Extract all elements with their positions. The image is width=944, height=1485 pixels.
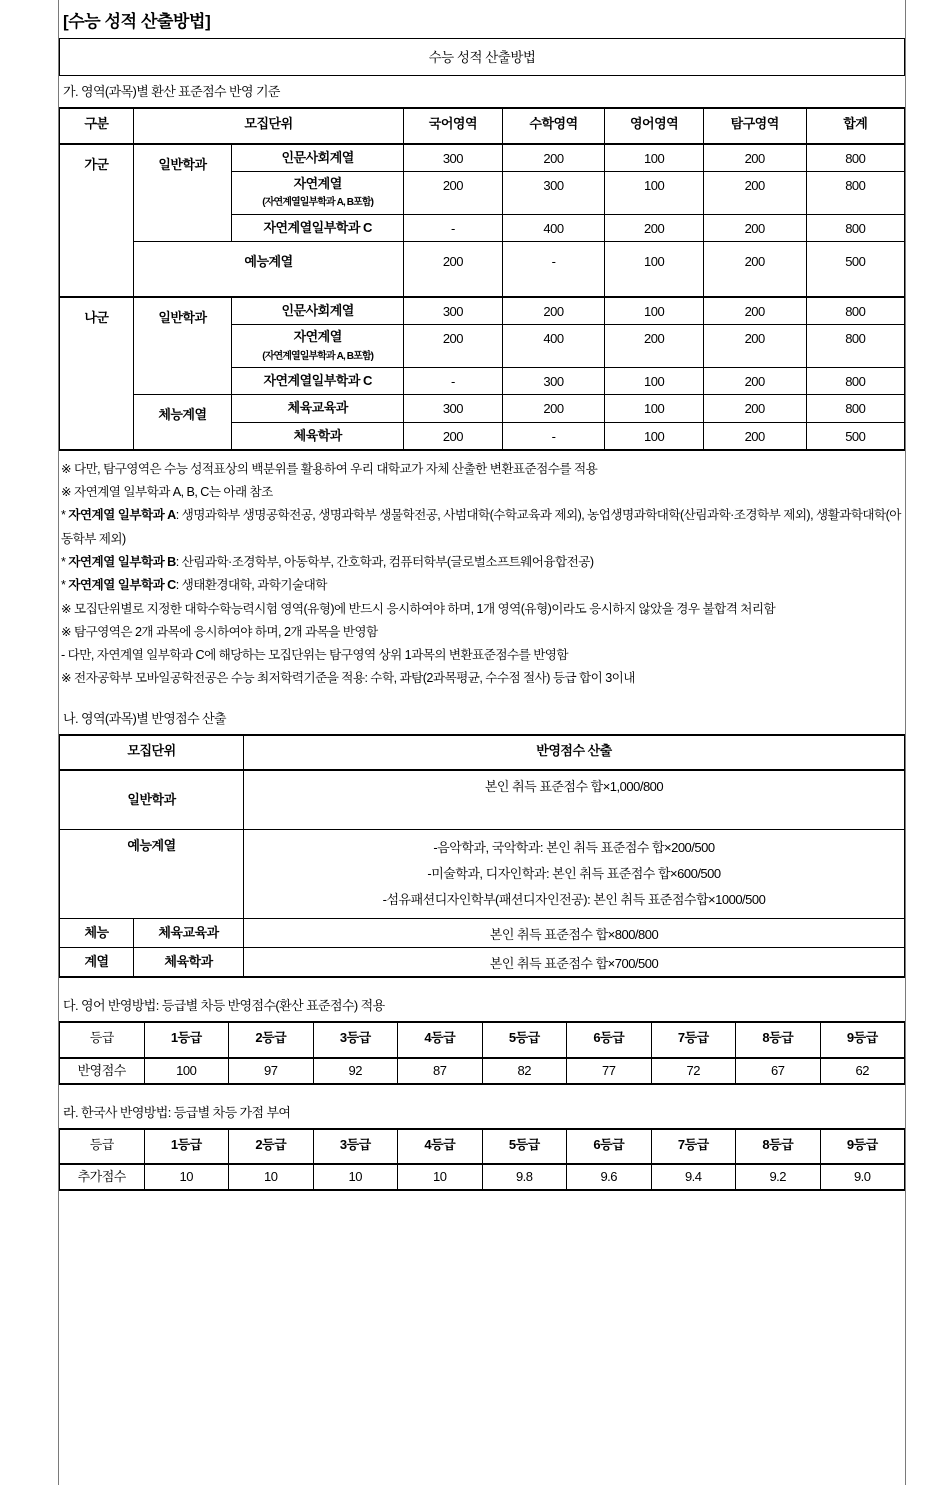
calc-formula-cell: 본인 취득 표준점수 합×1,000/800	[244, 770, 905, 830]
grade-score-cell: 10	[313, 1164, 398, 1190]
track-cell: 일반학과	[133, 144, 231, 242]
admission-group-cell: 나군	[60, 297, 134, 450]
grade-score-cell: 9.2	[736, 1164, 821, 1190]
total-score-cell: 800	[806, 368, 904, 395]
grade-header-cell: 1등급	[144, 1022, 229, 1057]
inquiry-score-cell: 200	[703, 144, 806, 172]
grade-header-cell: 5등급	[482, 1129, 567, 1164]
calc-formula-line: -음악학과, 국악학과: 본인 취득 표준점수 합×200/500	[433, 839, 715, 855]
inquiry-score-cell: 200	[703, 325, 806, 368]
grade-header-cell: 4등급	[398, 1022, 483, 1057]
grade-header-cell: 9등급	[820, 1129, 905, 1164]
section-d-label: 라. 한국사 반영방법: 등급별 차등 가점 부여	[63, 1104, 291, 1120]
total-score-cell: 800	[806, 171, 904, 214]
grade-header-cell: 3등급	[313, 1022, 398, 1057]
inquiry-score-cell: 200	[703, 422, 806, 450]
grade-header-label: 등급	[60, 1022, 145, 1057]
korean-score-cell: 200	[404, 171, 502, 214]
total-score-cell: 800	[806, 297, 904, 325]
calc-formula-cell	[244, 829, 905, 918]
grade-score-cell: 67	[736, 1058, 821, 1084]
english-score-cell: 100	[605, 368, 703, 395]
english-score-cell: 100	[605, 422, 703, 450]
score-calculation-table	[59, 734, 905, 979]
math-score-cell: 200	[502, 144, 605, 172]
grade-header-cell: 6등급	[567, 1022, 652, 1057]
table-row	[60, 948, 905, 978]
recruitment-unit-cell: 자연계열 (자연계열일부학과 A, B포함)	[232, 325, 404, 368]
calc-unit-cell: 일반학과	[60, 770, 244, 830]
grade-score-cell: 9.8	[482, 1164, 567, 1190]
recruitment-unit-cell: 예능계열	[133, 241, 403, 297]
track-cell: 일반학과	[133, 297, 231, 395]
note-emphasis: 자연계열 일부학과 B	[68, 554, 176, 569]
recruitment-unit-cell: 자연계열일부학과 C	[232, 214, 404, 241]
calc-formula-cell: 본인 취득 표준점수 합×700/500	[244, 948, 905, 978]
th-total: 합계	[806, 108, 904, 143]
english-grade-table	[59, 1021, 905, 1085]
calc-unit-cell: 체육학과	[134, 948, 244, 978]
note-line: ※ 자연계열 일부학과 A, B, C는 아래 참조	[61, 485, 273, 500]
table-row	[60, 395, 905, 422]
grade-score-label: 추가점수	[60, 1164, 145, 1190]
title-box: 수능 성적 산출방법	[59, 38, 905, 76]
recruitment-unit-cell: 체육학과	[232, 422, 404, 450]
note-line: * 자연계열 일부학과 A: 생명과학부 생명공학전공, 생명과학부 생물학전공, 사범대학(수학교육과 제외), 농업생명과학대학(산림과학·조경학부 제외), 생활과학대학(아동학부 제외)	[61, 508, 901, 546]
track-cell: 체능계열	[133, 395, 231, 450]
recruitment-unit-cell: 자연계열일부학과 C	[232, 368, 404, 395]
history-grade-table	[59, 1128, 905, 1192]
grade-header-cell: 7등급	[651, 1129, 736, 1164]
grade-header-cell: 8등급	[736, 1129, 821, 1164]
grade-score-cell: 9.0	[820, 1164, 905, 1190]
korean-score-cell: 200	[404, 422, 502, 450]
recruitment-unit-note: (자연계열일부학과 A, B포함)	[262, 350, 374, 362]
math-score-cell: 400	[502, 214, 605, 241]
table-row	[60, 829, 905, 918]
note-line: ※ 모집단위별로 지정한 대학수학능력시험 영역(유형)에 반드시 응시하여야 하며, 1개 영역(유형)이라도 응시하지 않았을 경우 불합격 처리함	[61, 601, 776, 616]
section-a-notes	[59, 451, 905, 691]
calc-unit-cell: 예능계열	[60, 829, 244, 918]
inquiry-score-cell: 200	[703, 214, 806, 241]
calc-group-cell: 체능	[60, 918, 134, 947]
grade-header-cell: 1등급	[144, 1129, 229, 1164]
table-row	[60, 297, 905, 325]
th-math: 수학영역	[502, 108, 605, 143]
note-line: ※ 탐구영역은 2개 과목에 응시하여야 하며, 2개 과목을 반영함	[61, 624, 378, 639]
table-row	[60, 1164, 905, 1190]
table-row	[60, 144, 905, 172]
grade-header-cell: 9등급	[820, 1022, 905, 1057]
grade-header-label: 등급	[60, 1129, 145, 1164]
grade-score-cell: 10	[229, 1164, 314, 1190]
grade-header-cell: 8등급	[736, 1022, 821, 1057]
english-score-cell: 100	[605, 395, 703, 422]
math-score-cell: 400	[502, 325, 605, 368]
grade-score-cell: 82	[482, 1058, 567, 1084]
recruitment-unit-cell: 체육교육과	[232, 395, 404, 422]
math-score-cell: -	[502, 422, 605, 450]
total-score-cell: 800	[806, 144, 904, 172]
english-score-cell: 100	[605, 144, 703, 172]
note-line: ※ 전자공학부 모바일공학전공은 수능 최저학력기준을 적용: 수학, 과탐(2과목평균, 수수점 절사) 등급 합이 3이내	[61, 671, 635, 686]
grade-header-cell: 7등급	[651, 1022, 736, 1057]
math-score-cell: 200	[502, 395, 605, 422]
calc-formula-line: -미술학과, 디자인학과: 본인 취득 표준점수 합×600/500	[427, 865, 721, 881]
grade-table-header-row	[60, 1129, 905, 1164]
admission-group-cell: 가군	[60, 144, 134, 298]
grade-table-header-row	[60, 1022, 905, 1057]
recruitment-unit-cell: 인문사회계열	[232, 297, 404, 325]
table-row	[60, 1058, 905, 1084]
total-score-cell: 500	[806, 422, 904, 450]
grade-score-cell: 100	[144, 1058, 229, 1084]
korean-score-cell: 300	[404, 297, 502, 325]
page-title: [수능 성적 산출방법]	[63, 12, 211, 31]
calc-group-cell: 계열	[60, 948, 134, 978]
grade-score-cell: 72	[651, 1058, 736, 1084]
korean-score-cell: -	[404, 214, 502, 241]
math-score-cell: 300	[502, 368, 605, 395]
grade-score-cell: 92	[313, 1058, 398, 1084]
score-table-header-row	[60, 108, 905, 143]
note-line: ※ 다만, 탐구영역은 수능 성적표상의 백분위를 활용하여 우리 대학교가 자체 산출한 변환표준점수를 적용	[61, 461, 598, 476]
total-score-cell: 800	[806, 214, 904, 241]
th-calc-formula: 반영점수 산출	[244, 735, 905, 770]
grade-score-cell: 77	[567, 1058, 652, 1084]
grade-score-cell: 9.4	[651, 1164, 736, 1190]
note-line: * 자연계열 일부학과 B: 산림과학·조경학부, 아동학부, 간호학과, 컴퓨터학부(글로벌소프트웨어융합전공)	[61, 554, 594, 569]
inquiry-score-cell: 200	[703, 368, 806, 395]
inquiry-score-cell: 200	[703, 171, 806, 214]
note-line: - 다만, 자연계열 일부학과 C에 해당하는 모집단위는 탐구영역 상위 1과목의 변환표준점수를 반영함	[61, 648, 569, 663]
inquiry-score-cell: 200	[703, 395, 806, 422]
calc-unit-cell: 체육교육과	[134, 918, 244, 947]
table-row	[60, 770, 905, 830]
document-content	[59, 0, 905, 1191]
recruitment-unit-cell: 인문사회계열	[232, 144, 404, 172]
grade-score-cell: 10	[144, 1164, 229, 1190]
math-score-cell: -	[502, 241, 605, 297]
english-score-cell: 100	[605, 297, 703, 325]
english-score-cell: 200	[605, 214, 703, 241]
recruitment-unit-note: (자연계열일부학과 A, B포함)	[262, 197, 374, 209]
th-group: 구분	[60, 108, 134, 143]
grade-header-cell: 3등급	[313, 1129, 398, 1164]
total-score-cell: 800	[806, 395, 904, 422]
section-b-label: 나. 영역(과목)별 반영점수 산출	[63, 710, 227, 726]
note-line: * 자연계열 일부학과 C: 생태환경대학, 과학기술대학	[61, 578, 327, 593]
grade-score-cell: 62	[820, 1058, 905, 1084]
grade-score-cell: 10	[398, 1164, 483, 1190]
th-english: 영어영역	[605, 108, 703, 143]
grade-header-cell: 2등급	[229, 1129, 314, 1164]
table-row	[60, 241, 905, 297]
english-score-cell: 200	[605, 325, 703, 368]
score-criteria-table	[59, 107, 905, 451]
english-score-cell: 100	[605, 171, 703, 214]
korean-score-cell: 300	[404, 395, 502, 422]
calc-table-header-row	[60, 735, 905, 770]
th-korean: 국어영역	[404, 108, 502, 143]
grade-header-cell: 6등급	[567, 1129, 652, 1164]
grade-header-cell: 5등급	[482, 1022, 567, 1057]
section-c-label: 다. 영어 반영방법: 등급별 차등 반영점수(환산 표준점수) 적용	[63, 998, 385, 1014]
grade-score-cell: 87	[398, 1058, 483, 1084]
grade-score-cell: 9.6	[567, 1164, 652, 1190]
section-a-label: 가. 영역(과목)별 환산 표준점수 반영 기준	[63, 84, 280, 100]
korean-score-cell: -	[404, 368, 502, 395]
korean-score-cell: 200	[404, 241, 502, 297]
grade-score-label: 반영점수	[60, 1058, 145, 1084]
inquiry-score-cell: 200	[703, 241, 806, 297]
page-rule-right	[905, 0, 906, 1485]
grade-score-cell: 97	[229, 1058, 314, 1084]
table-row	[60, 918, 905, 947]
recruitment-unit-cell: 자연계열 (자연계열일부학과 A, B포함)	[232, 171, 404, 214]
calc-formula-line: -섬유패션디자인학부(패션디자인전공): 본인 취득 표준점수합×1000/500	[382, 891, 766, 907]
english-score-cell: 100	[605, 241, 703, 297]
total-score-cell: 500	[806, 241, 904, 297]
th-inquiry: 탐구영역	[703, 108, 806, 143]
math-score-cell: 300	[502, 171, 605, 214]
th-calc-unit: 모집단위	[60, 735, 244, 770]
total-score-cell: 800	[806, 325, 904, 368]
math-score-cell: 200	[502, 297, 605, 325]
note-emphasis: 자연계열 일부학과 C	[68, 578, 176, 593]
korean-score-cell: 200	[404, 325, 502, 368]
korean-score-cell: 300	[404, 144, 502, 172]
calc-formula-cell: 본인 취득 표준점수 합×800/800	[244, 918, 905, 947]
grade-header-cell: 2등급	[229, 1022, 314, 1057]
th-unit: 모집단위	[133, 108, 403, 143]
inquiry-score-cell: 200	[703, 297, 806, 325]
note-emphasis: 자연계열 일부학과 A	[68, 508, 176, 523]
grade-header-cell: 4등급	[398, 1129, 483, 1164]
